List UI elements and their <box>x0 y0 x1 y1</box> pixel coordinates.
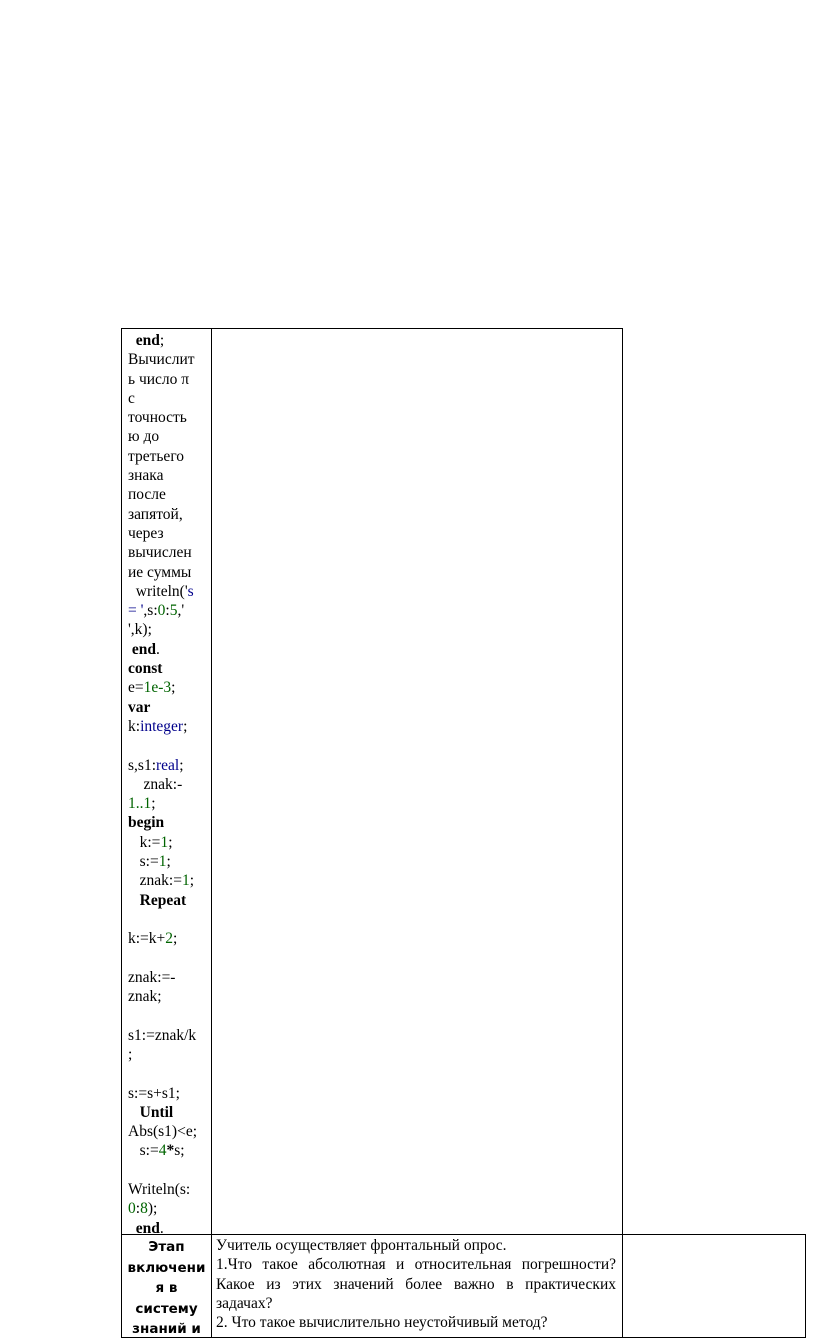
lesson-table-divider-1 <box>211 1234 212 1338</box>
code-line <box>128 1122 210 1141</box>
code-token: вычислен <box>128 544 192 562</box>
code-token: : <box>165 602 170 620</box>
pascal-code-cell <box>128 331 210 1238</box>
code-line <box>128 408 210 427</box>
code-token: ; <box>171 679 176 697</box>
code-token: s:=s+s1; <box>128 1084 180 1102</box>
code-token: ,' <box>177 602 185 620</box>
code-line <box>128 370 210 389</box>
stage-cell <box>122 1237 211 1340</box>
code-token: ю до <box>128 428 160 446</box>
code-token: s1:=znak/k <box>128 1026 197 1044</box>
code-token: ; <box>183 717 188 735</box>
code-line <box>128 1084 210 1103</box>
code-token: s,s1: <box>128 756 156 774</box>
code-line <box>128 1026 210 1045</box>
question-2: 2. Что такое вычислительно неустойчивый метод? <box>216 1314 548 1332</box>
code-line <box>128 1180 210 1199</box>
code-token: s; <box>174 1142 185 1160</box>
code-line <box>128 620 210 639</box>
code-line <box>128 910 210 929</box>
code-token: ',k); <box>128 621 152 639</box>
code-line <box>128 736 210 755</box>
code-line <box>128 1045 210 1064</box>
code-token: s <box>187 582 194 600</box>
code-token: 1..1 <box>128 795 152 813</box>
code-line <box>128 871 210 890</box>
code-line <box>128 350 210 369</box>
code-line <box>128 987 210 1006</box>
code-line <box>128 659 210 678</box>
code-line <box>128 717 210 736</box>
code-line <box>128 813 210 832</box>
code-token: ; <box>179 756 184 774</box>
code-token: Repeat <box>139 891 187 909</box>
code-line <box>128 485 210 504</box>
code-token: . <box>156 640 160 658</box>
code-token: ; <box>128 1045 133 1063</box>
code-line <box>128 756 210 775</box>
code-token: ие суммы <box>128 563 192 581</box>
code-token: e= <box>128 679 144 697</box>
code-line <box>128 389 210 408</box>
stage-line: я в <box>155 1280 178 1296</box>
code-token: integer <box>140 717 184 735</box>
code-token: var <box>128 698 151 716</box>
code-token: 1e-3 <box>143 679 172 697</box>
stage-line: включени <box>127 1259 206 1276</box>
code-token: ; <box>168 833 173 851</box>
code-token: writeln(' <box>128 582 188 600</box>
stage-line: систему <box>135 1300 198 1317</box>
code-token: ,s: <box>143 602 158 620</box>
code-token: через <box>128 524 164 542</box>
code-token: точность <box>128 409 187 427</box>
code-token: Abs(s1)<e; <box>128 1123 198 1141</box>
code-token: k:= <box>128 833 161 851</box>
code-line <box>128 852 210 871</box>
code-line <box>128 678 210 697</box>
code-line <box>128 524 210 543</box>
code-line <box>128 698 210 717</box>
code-token: k:=k+ <box>128 930 166 948</box>
code-line <box>128 582 210 601</box>
code-line <box>128 1161 210 1180</box>
code-line <box>128 447 210 466</box>
code-token: 0 <box>157 602 166 620</box>
code-token: k: <box>128 717 141 735</box>
code-token: 4 <box>158 1142 167 1160</box>
code-token: s:= <box>128 1142 159 1160</box>
code-token: end <box>131 640 156 658</box>
lesson-table-divider-2 <box>622 1234 623 1338</box>
code-token: znak:=- <box>128 968 176 986</box>
code-line <box>128 1141 210 1160</box>
code-token: ; <box>159 332 165 349</box>
code-line <box>128 833 210 852</box>
code-line <box>128 505 210 524</box>
code-token: 8 <box>140 1200 148 1218</box>
code-token: znak:- <box>128 775 183 793</box>
code-token: ь число π <box>128 370 190 388</box>
code-line <box>128 640 210 659</box>
code-token: 2 <box>165 930 174 948</box>
code-token: третьего <box>128 447 185 465</box>
code-line <box>128 1199 210 1218</box>
code-line <box>128 775 210 794</box>
code-token: = ' <box>128 602 144 620</box>
teacher-activity-cell <box>216 1236 616 1332</box>
code-token: s:= <box>128 853 159 871</box>
question-1: 1.Что такое абсолютная и относительная погрешности? Какое из этих значений более важно в практических задачах? <box>216 1256 616 1312</box>
code-token: 1 <box>158 853 167 871</box>
code-line <box>128 891 210 910</box>
stage-line: знаний и <box>132 1321 201 1337</box>
code-token: 0 <box>128 1200 136 1218</box>
code-token: с <box>128 389 135 407</box>
code-token: znak:= <box>128 872 182 890</box>
code-token: real <box>156 756 180 774</box>
code-token: ; <box>151 795 156 813</box>
code-line <box>128 1064 210 1083</box>
code-line <box>128 949 210 968</box>
code-token: Until <box>139 1103 174 1121</box>
code-token: знака <box>128 467 164 485</box>
code-token: : <box>135 1200 141 1218</box>
code-line <box>128 1006 210 1025</box>
code-line <box>128 543 210 562</box>
code-token: 1 <box>160 833 169 851</box>
code-line <box>128 929 210 948</box>
code-token: Вычислит <box>128 351 195 369</box>
code-token <box>128 892 140 909</box>
code-token: . <box>159 1219 164 1237</box>
code-token: end <box>135 1219 160 1237</box>
code-token: begin <box>128 814 165 832</box>
code-table-column-divider <box>211 328 212 1235</box>
code-token: end <box>135 332 160 349</box>
code-token: 5 <box>169 602 178 620</box>
stage-line: Этап <box>148 1239 185 1255</box>
code-token: const <box>128 660 163 678</box>
code-token: запятой, <box>128 505 183 523</box>
code-token: znak; <box>128 988 162 1006</box>
code-line <box>128 968 210 987</box>
code-token <box>128 332 136 349</box>
code-token <box>128 1104 140 1121</box>
code-token: ; <box>173 930 178 948</box>
code-line <box>128 466 210 485</box>
code-token: ; <box>166 853 171 871</box>
code-token: после <box>128 486 166 504</box>
code-line <box>128 1103 210 1122</box>
code-token: Writeln(s: <box>128 1181 191 1199</box>
code-line <box>128 427 210 446</box>
teacher-intro: Учитель осуществляет фронтальный опрос. <box>216 1237 507 1254</box>
code-token: ; <box>189 872 194 890</box>
code-line <box>128 601 210 620</box>
code-line <box>128 331 210 350</box>
code-token: ); <box>147 1200 158 1218</box>
code-line <box>128 794 210 813</box>
code-token: 1 <box>181 872 190 890</box>
code-token: * <box>166 1142 175 1160</box>
code-line <box>128 563 210 582</box>
